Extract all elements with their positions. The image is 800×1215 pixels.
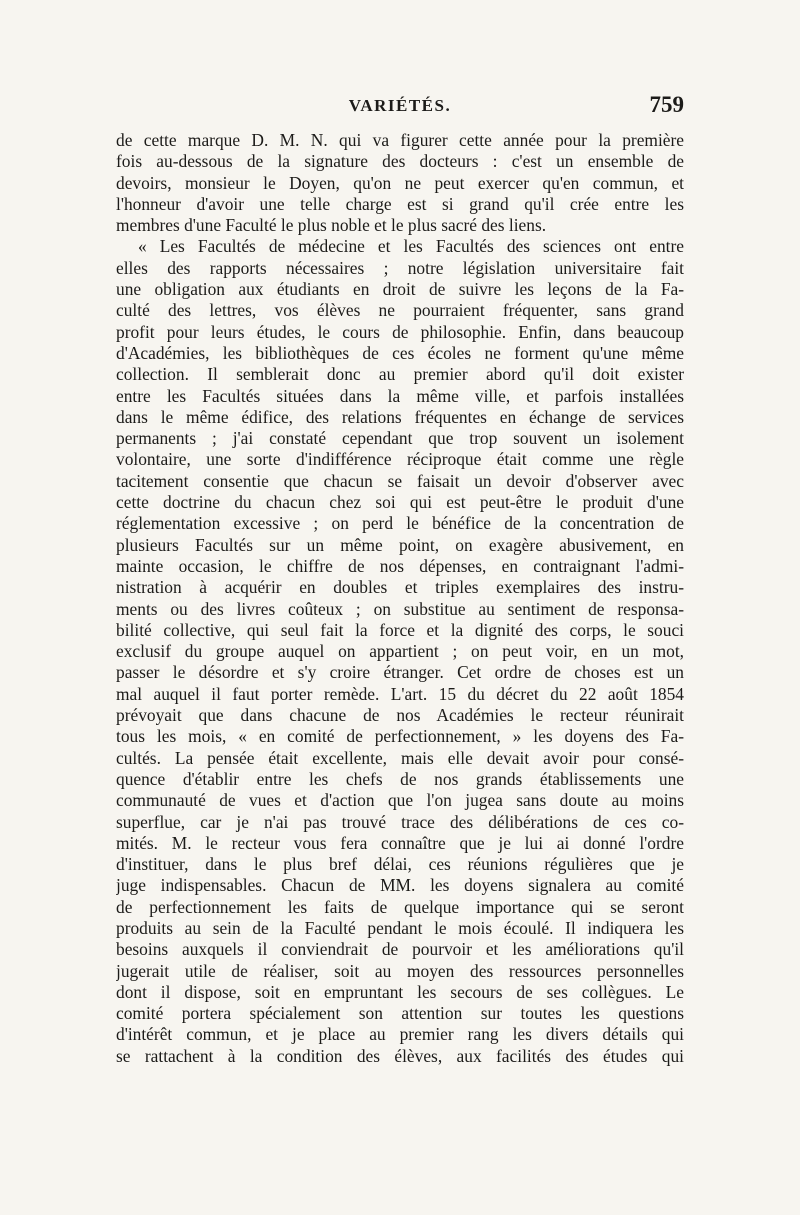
text-line: nistration à acquérir en doubles et triples exemplaires des instru- <box>116 577 684 598</box>
running-title: VARIÉTÉS. <box>348 96 452 115</box>
text-line: de cette marque D. M. N. qui va figurer cette année pour la première <box>116 130 684 150</box>
text-line: dans le même édifice, des relations fréquentes en échange de services <box>116 406 684 427</box>
text-line: communauté de vues et d'action que l'on jugea sans doute au moins <box>116 790 684 811</box>
text-line: besoins auxquels il conviendrait de pourvoir et les améliorations qu'il <box>116 939 684 960</box>
text-line: bilité collective, qui seul fait la force et la dignité des corps, le souci <box>116 619 684 640</box>
text-line: prévoyait que dans chacune de nos Académies le recteur réunirait <box>116 705 684 726</box>
text-line: permanents ; j'ai constaté cependant que trop souvent un isolement <box>116 428 684 449</box>
text-line: cette doctrine du chacun chez soi qui est peut-être le produit d'une <box>116 492 684 513</box>
text-line: d'instituer, dans le plus bref délai, ces réunions régulières que je <box>116 854 684 875</box>
text-line: plusieurs Facultés sur un même point, on exagère abusivement, en <box>116 534 684 555</box>
running-head <box>116 92 684 126</box>
text-line: une obligation aux étudiants en droit de suivre les leçons de la Fa- <box>116 279 684 300</box>
text-line: membres d'une Faculté le plus noble et le plus sacré des liens. <box>116 215 547 236</box>
text-line: fois au-dessous de la signature des docteurs : c'est un ensemble de <box>116 151 684 172</box>
text-line: entre les Facultés situées dans la même ville, et parfois installées <box>116 385 684 406</box>
text-line: juge indispensables. Chacun de MM. les doyens signalera au comité <box>116 875 684 896</box>
text-line: tous les mois, « en comité de perfectionnement, » les doyens des Fa- <box>116 726 684 747</box>
text-line: jugerait utile de réaliser, soit au moyen des ressources personnelles <box>116 960 684 981</box>
text-line: quence d'établir entre les chefs de nos grands établissements une <box>116 768 684 789</box>
text-line: dont il dispose, soit en empruntant les secours de ses collègues. Le <box>116 981 684 1002</box>
text-line: l'honneur d'avoir une telle charge est si grand qu'il crée entre les <box>116 193 684 214</box>
body-text <box>116 130 684 1067</box>
text-line: « Les Facultés de médecine et les Facultés des sciences ont entre <box>138 236 684 257</box>
text-line: exclusif du groupe auquel on appartient ; on peut voir, en un mot, <box>116 641 684 662</box>
text-line: devoirs, monsieur le Doyen, qu'on ne peut exercer qu'en commun, et <box>116 172 684 193</box>
text-line: volontaire, une sorte d'indifférence réciproque était comme une règle <box>116 449 684 470</box>
text-line: produits au sein de la Faculté pendant le mois écoulé. Il indiquera les <box>116 917 684 938</box>
text-line: mités. M. le recteur vous fera connaître que je lui ai donné l'ordre <box>116 832 684 853</box>
text-line: cultés. La pensée était excellente, mais elle devait avoir pour consé- <box>116 747 684 768</box>
text-line: d'Académies, les bibliothèques de ces écoles ne forment qu'une même <box>116 342 684 363</box>
text-line: d'intérêt commun, et je place au premier rang les divers détails qui <box>116 1024 684 1045</box>
text-line: mal auquel il faut porter remède. L'art. 15 du décret du 22 août 1854 <box>116 683 684 704</box>
text-line: réglementation excessive ; on perd le bénéfice de la concentration de <box>116 513 684 534</box>
text-line: profit pour leurs études, le cours de philosophie. Enfin, dans beaucoup <box>116 321 684 342</box>
text-line: superflue, car je n'ai pas trouvé trace des délibérations de ces co- <box>116 811 684 832</box>
text-line: se rattachent à la condition des élèves, aux facilités des études qui <box>116 1045 684 1066</box>
text-line: passer le désordre et s'y croire étranger. Cet ordre de choses est un <box>116 662 684 683</box>
text-line: de perfectionnement les faits de quelque importance qui se seront <box>116 896 684 917</box>
text-line: culté des lettres, vos élèves ne pourraient fréquenter, sans grand <box>116 300 684 321</box>
text-line: comité portera spécialement son attention sur toutes les questions <box>116 1003 684 1024</box>
text-line: collection. Il semblerait donc au premier abord qu'il doit exister <box>116 364 684 385</box>
page-number: 759 <box>649 92 684 117</box>
text-line: elles des rapports nécessaires ; notre législation universitaire fait <box>116 257 684 278</box>
text-line: tacitement consentie que chacun se faisait un devoir d'observer avec <box>116 470 684 491</box>
text-line: mainte occasion, le chiffre de nos dépenses, en contraignant l'admi- <box>116 555 684 576</box>
text-line: ments ou des livres coûteux ; on substitue au sentiment de responsa- <box>116 598 684 619</box>
